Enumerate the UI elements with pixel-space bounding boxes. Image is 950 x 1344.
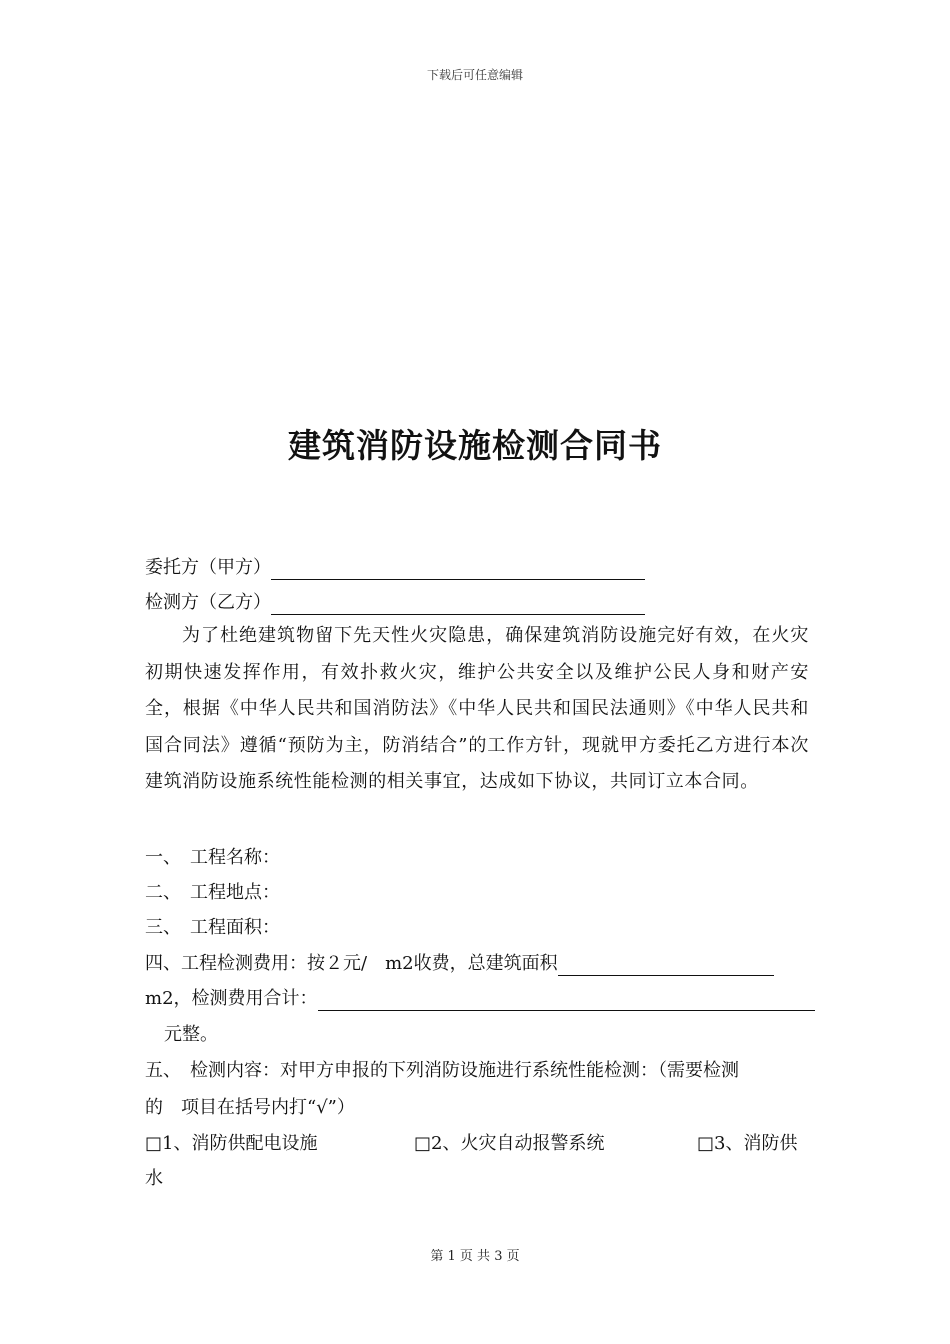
- page-footer: 第 1 页 共 3 页: [430, 1249, 520, 1264]
- intro-paragraph: 为了杜绝建筑物留下先天性火灾隐患，确保建筑消防设施完好有效，在火灾初期快速发挥作用，有效扑救火灾，维护公共安全以及维护公民人身和财产安全，根据《中华人民共和国消防法》《中华人民共和国民法通则》《中华人民共和国合同法》遵循“预防为主，防消结合”的工作方针，现就甲方委托乙方进行本次建筑消防设施系统性能检测的相关事宜，达成如下协议，共同订立本合同。: [145, 625, 809, 792]
- item-four-line1: [145, 952, 774, 976]
- document-title: 建筑消防设施检测合同书: [288, 426, 662, 465]
- party-a-blank: [271, 561, 645, 580]
- item-four-line3: 元整。: [164, 1024, 218, 1045]
- item-two: 二、 工程地点：: [145, 882, 280, 903]
- party-b-blank: [271, 596, 645, 615]
- option-fire-power-supply: □1、消防供配电设施: [145, 1133, 318, 1154]
- item-four-line2: [145, 987, 815, 1011]
- party-a-line: [145, 556, 645, 580]
- option-fire-alarm-system: □2、火灾自动报警系统: [414, 1133, 605, 1154]
- party-b-line: [145, 591, 645, 615]
- fee-total-blank: [318, 992, 815, 1011]
- area-blank: [558, 957, 774, 976]
- party-a-label: 委托方（甲方）: [145, 557, 271, 578]
- item-four-text: 四、工程检测费用：按２元/ m2收费，总建筑面积: [145, 953, 558, 974]
- option-fire-water-supply-cont: 水: [145, 1168, 163, 1189]
- item-five-line2: 的 项目在括号内打“√”）: [145, 1097, 355, 1118]
- item-one: 一、 工程名称：: [145, 847, 280, 868]
- option-fire-water-supply: □3、消防供: [697, 1133, 798, 1154]
- item-five-line1: 五、 检测内容：对甲方申报的下列消防设施进行系统性能检测：（需要检测: [145, 1060, 739, 1081]
- header-note: 下载后可任意编辑: [426, 68, 523, 82]
- item-three: 三、 工程面积：: [145, 917, 280, 938]
- party-b-label: 检测方（乙方）: [145, 592, 271, 613]
- item-four-total-label: m2，检测费用合计：: [145, 988, 318, 1009]
